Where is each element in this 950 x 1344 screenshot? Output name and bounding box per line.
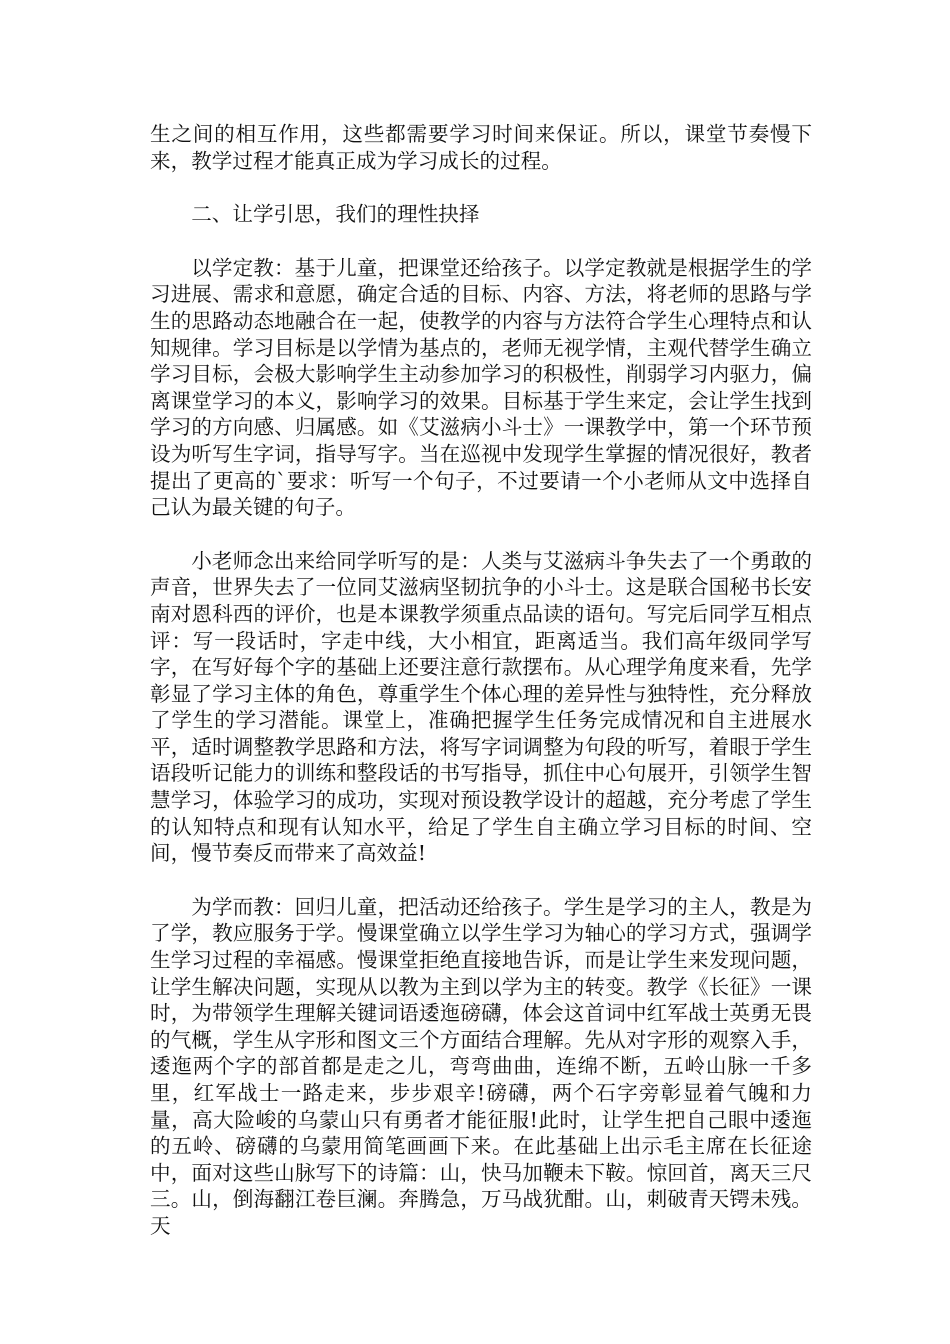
document-page	[150, 121, 812, 1240]
paragraph-little-teacher: 小老师念出来给同学听写的是：人类与艾滋病斗争失去了一个勇敢的声音，世界失去了一位同艾滋病坚韧抗争的小斗士。这是联合国秘书长安南对恩科西的评价，也是本课教学须重点品读的语句。写完后同学互相点评：写一段话时，字走中线，大小相宜，距离适当。我们高年级同学写字，在写好每个字的基础上还要注意行款摆布。从心理学角度来看，先学彰显了学习主体的角色，尊重学生个体心理的差异性与独特性，充分释放了学生的学习潜能。课堂上，准确把握学生任务完成情况和自主进展水平，适时调整教学思路和方法，将写字词调整为句段的听写，着眼于学生语段听记能力的训练和整段话的书写指导，抓住中心句展开，引领学生智慧学习，体验学习的成功，实现对预设教学设计的超越，充分考虑了学生的认知特点和现有认知水平，给足了学生自主确立学习目标的时间、空间，慢节奏反而带来了高效益!	[150, 548, 812, 866]
paragraph-continuation: 生之间的相互作用，这些都需要学习时间来保证。所以，课堂节奏慢下来，教学过程才能真正成为学习成长的过程。	[150, 122, 812, 173]
paragraph-teach-for-learning: 为学而教：回归儿童，把活动还给孩子。学生是学习的主人，教是为了学，教应服务于学。慢课堂确立以学生学习为轴心的学习方式，强调学生学习过程的幸福感。慢课堂拒绝直接地告诉，而是让学生来发现问题，让学生解决问题，实现从以教为主到以学为主的转变。教学《长征》一课时，为带领学生理解关键词语逶迤磅礴，体会这首词中红军战士英勇无畏的气概，学生从字形和图文三个方面结合理解。先从对字形的观察入手，逶迤两个字的部首都是走之儿，弯弯曲曲，连绵不断，五岭山脉一千多里，红军战士一路走来，步步艰辛!磅礴，两个石字旁彰显着气魄和力量，高大险峻的乌蒙山只有勇者才能征服!此时，让学生把自己眼中逶迤的五岭、磅礴的乌蒙用简笔画画下来。在此基础上出示毛主席在长征途中，面对这些山脉写下的诗篇：山，快马加鞭未下鞍。惊回首，离天三尺三。山，倒海翻江卷巨澜。奔腾急，万马战犹酣。山，刺破青天锷未残。天	[150, 894, 812, 1238]
section-heading: 二、让学引思，我们的理性抉择	[191, 202, 480, 227]
paragraph-teach-by-learning: 以学定教：基于儿童，把课堂还给孩子。以学定教就是根据学生的学习进展、需求和意愿，确定合适的目标、内容、方法，将老师的思路与学生的思路动态地融合在一起，使教学的内容与方法符合学生心理特点和认知规律。学习目标是以学情为基点的，老师无视学情，主观代替学生确立学习目标，会极大影响学生主动参加学习的积极性，削弱学习内驱力，偏离课堂学习的本义，影响学习的效果。目标基于学生来定，会让学生找到学习的方向感、归属感。如《艾滋病小斗士》一课教学中，第一个环节预设为听写生字词，指导写字。当在巡视中发现学生掌握的情况很好，教者提出了更高的`要求：听写一个句子，不过要请一个小老师从文中选择自己认为最关键的句子。	[150, 255, 812, 520]
